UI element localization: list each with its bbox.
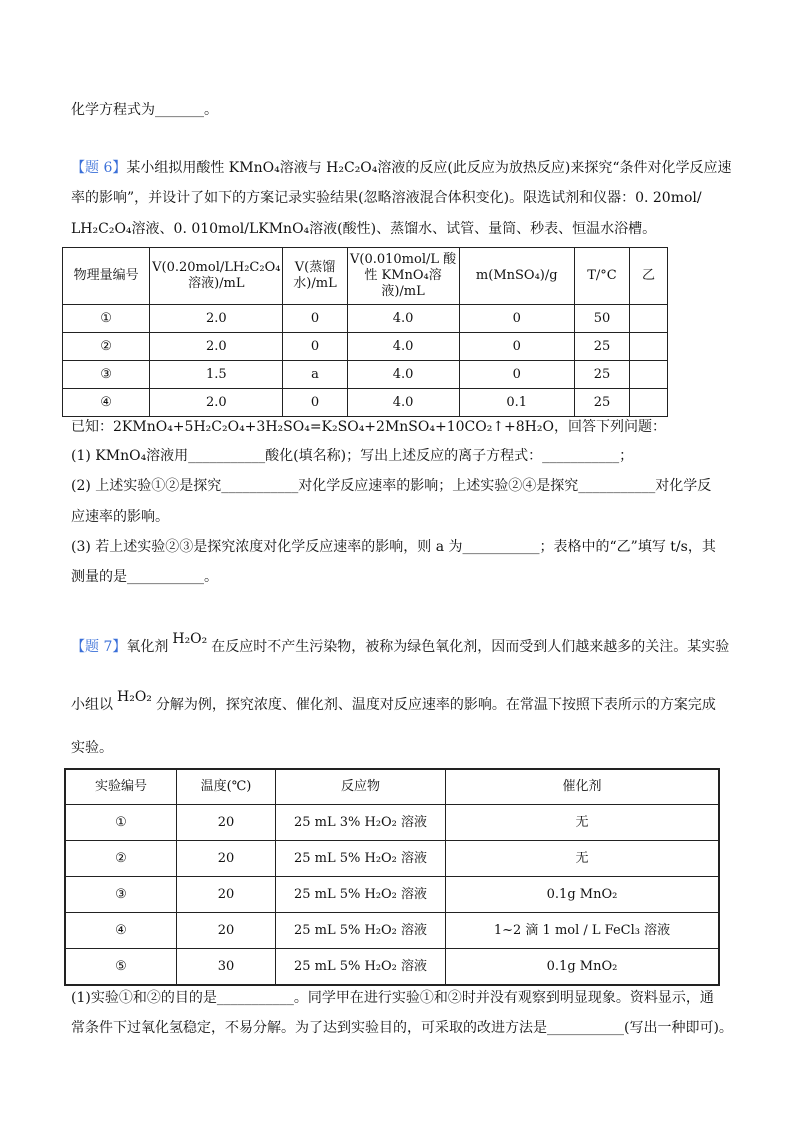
- q6-text-1: 某小组拟用酸性 KMnO₄溶液与 H₂C₂O₄溶液的反应(此反应为放热反应)来探究“条件对化学反应速: [126, 160, 732, 176]
- q7-text-2b: 分解为例，探究浓度、催化剂、温度对反应速率的影响。在常温下按照下表所示的方案完成: [155, 697, 716, 713]
- q6-table: [62, 247, 668, 417]
- q6-tag: 【题 6】: [71, 160, 127, 176]
- q6-table-header-row: [63, 248, 668, 305]
- q7-header-cell: 温度(℃): [177, 769, 276, 805]
- h2o2-formula: H₂O₂: [117, 689, 152, 705]
- table-cell: 50: [574, 305, 629, 333]
- table-cell: 20: [177, 913, 276, 949]
- q7-paragraph-line-3: 实验。: [71, 740, 113, 756]
- q6-subquestion-3-line-2: 测量的是___________。: [71, 569, 218, 585]
- table-cell: 2.0: [150, 333, 283, 361]
- table-cell: 1.5: [150, 361, 283, 389]
- q6-header-cell: m(MnSO₄)/g: [459, 248, 574, 305]
- table-cell: 30: [177, 949, 276, 986]
- q6-known-equation: 已知：2KMnO₄+5H₂C₂O₄+3H₂SO₄=K₂SO₄+2MnSO₄+10CO₂↑+8H₂O，回答下列问题：: [71, 419, 666, 435]
- table-cell: ③: [65, 877, 177, 913]
- table-row: [65, 877, 719, 913]
- table-cell: ①: [65, 805, 177, 841]
- table-cell: ⑤: [65, 949, 177, 986]
- table-cell: 无: [446, 805, 720, 841]
- table-cell: 25: [574, 389, 629, 417]
- q7-paragraph-line-2: [71, 689, 716, 715]
- table-cell: 0.1g MnO₂: [446, 877, 720, 913]
- q7-subquestion-1-line-2: 常条件下过氧化氢稳定，不易分解。为了达到实验目的，可采取的改进方法是___________(写出一种即可)。: [71, 1020, 733, 1036]
- q7-text-1a: 氧化剂: [126, 639, 169, 655]
- table-cell: [630, 361, 668, 389]
- table-cell: ①: [63, 305, 150, 333]
- q7-text-2a: 小组以: [71, 697, 113, 713]
- table-cell: 0: [459, 333, 574, 361]
- q7-text-1b: 在反应时不产生污染物，被称为绿色氧化剂，因而受到人们越来越多的关注。某实验: [211, 639, 730, 655]
- table-row: [63, 333, 668, 361]
- table-cell: 2.0: [150, 305, 283, 333]
- table-cell: 25 mL 5% H₂O₂ 溶液: [276, 841, 446, 877]
- table-cell: 4.0: [347, 361, 459, 389]
- q6-header-cell: V(蒸馏水)/mL: [283, 248, 347, 305]
- h2o2-formula: H₂O₂: [172, 631, 208, 647]
- table-row: [65, 949, 719, 986]
- q7-paragraph-line-1: [71, 631, 730, 657]
- table-cell: ④: [63, 389, 150, 417]
- q6-header-cell: T/°C: [574, 248, 629, 305]
- q7-table: [64, 768, 720, 986]
- q6-paragraph-line-1: [71, 158, 731, 178]
- q6-paragraph-line-3: LH₂C₂O₄溶液、0. 010mol/LKMnO₄溶液(酸性)、蒸馏水、试管、量筒、秒表、恒温水浴槽。: [71, 221, 657, 237]
- q7-subquestion-1-line-1: (1)实验①和②的目的是___________。同学甲在进行实验①和②时并没有观察到明显现象。资料显示，通: [71, 990, 714, 1006]
- table-cell: 0: [283, 333, 347, 361]
- q7-tag: 【题 7】: [71, 639, 127, 655]
- previous-question-tail: 化学方程式为_______。: [71, 102, 218, 118]
- q6-subquestion-2-line-2: 应速率的影响。: [71, 509, 169, 525]
- table-cell: ②: [63, 333, 150, 361]
- table-cell: 25 mL 5% H₂O₂ 溶液: [276, 877, 446, 913]
- table-cell: 0: [459, 361, 574, 389]
- q7-header-cell: 实验编号: [65, 769, 177, 805]
- table-cell: 20: [177, 877, 276, 913]
- table-row: [65, 913, 719, 949]
- table-row: [65, 841, 719, 877]
- q6-header-cell: 物理量编号: [63, 248, 150, 305]
- table-cell: 1~2 滴 1 mol / L FeCl₃ 溶液: [446, 913, 720, 949]
- table-cell: [630, 333, 668, 361]
- q6-paragraph-line-2: 率的影响”，并设计了如下的方案记录实验结果(忽略溶液混合体积变化)。限选试剂和仪器：0. 20mol/: [71, 190, 702, 206]
- table-row: [63, 361, 668, 389]
- table-cell: 0: [283, 305, 347, 333]
- table-cell: 4.0: [347, 333, 459, 361]
- table-cell: [630, 389, 668, 417]
- table-cell: 2.0: [150, 389, 283, 417]
- table-cell: ②: [65, 841, 177, 877]
- table-cell: 0: [283, 389, 347, 417]
- table-row: [63, 389, 668, 417]
- table-cell: 4.0: [347, 389, 459, 417]
- q6-header-cell: 乙: [630, 248, 668, 305]
- q6-subquestion-1: (1) KMnO₄溶液用___________酸化(填名称)；写出上述反应的离子方程式：___________；: [71, 448, 634, 464]
- table-cell: 25: [574, 361, 629, 389]
- table-cell: 25: [574, 333, 629, 361]
- table-cell: ③: [63, 361, 150, 389]
- table-cell: 0.1g MnO₂: [446, 949, 720, 986]
- q6-subquestion-2-line-1: (2) 上述实验①②是探究___________对化学反应速率的影响；上述实验②④是探究___________对化学反: [71, 478, 712, 494]
- table-cell: 4.0: [347, 305, 459, 333]
- table-cell: 25 mL 3% H₂O₂ 溶液: [276, 805, 446, 841]
- table-cell: ④: [65, 913, 177, 949]
- q6-header-cell: V(0.010mol/L 酸性 KMnO₄溶液)/mL: [347, 248, 459, 305]
- table-cell: 无: [446, 841, 720, 877]
- table-cell: [630, 305, 668, 333]
- table-cell: 0: [459, 305, 574, 333]
- q7-table-header-row: [65, 769, 719, 805]
- q7-header-cell: 反应物: [276, 769, 446, 805]
- table-row: [63, 305, 668, 333]
- table-cell: 25 mL 5% H₂O₂ 溶液: [276, 949, 446, 986]
- q6-header-cell: V(0.20mol/LH₂C₂O₄溶液)/mL: [150, 248, 283, 305]
- table-cell: a: [283, 361, 347, 389]
- q6-subquestion-3-line-1: (3) 若上述实验②③是探究浓度对化学反应速率的影响，则 a 为___________；表格中的“乙”填写 t/s，其: [71, 539, 716, 555]
- table-cell: 25 mL 5% H₂O₂ 溶液: [276, 913, 446, 949]
- table-cell: 0.1: [459, 389, 574, 417]
- table-cell: 20: [177, 841, 276, 877]
- table-row: [65, 805, 719, 841]
- q7-header-cell: 催化剂: [446, 769, 720, 805]
- table-cell: 20: [177, 805, 276, 841]
